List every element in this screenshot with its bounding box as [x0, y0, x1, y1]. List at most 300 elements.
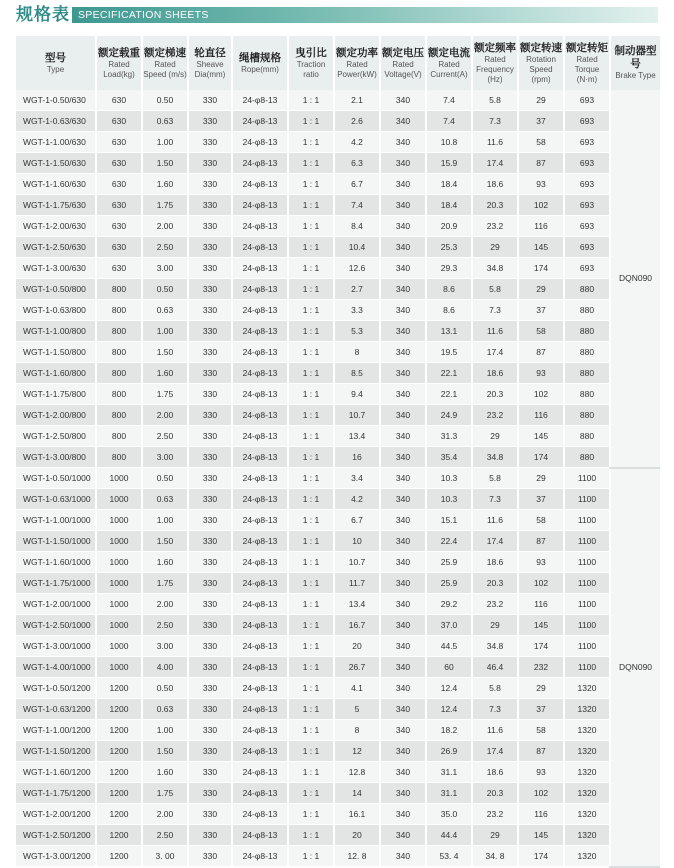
table-cell: 340: [380, 216, 426, 237]
table-row: [16, 111, 660, 132]
table-cell: 24-φ8-13: [232, 132, 288, 153]
table-cell: 330: [188, 132, 232, 153]
table-cell: 330: [188, 153, 232, 174]
table-cell: 330: [188, 510, 232, 531]
table-cell: 340: [380, 657, 426, 678]
table-cell: 330: [188, 804, 232, 825]
table-cell: 330: [188, 531, 232, 552]
table-cell: 880: [564, 426, 610, 447]
table-cell: 0.63: [142, 699, 188, 720]
table-cell: 330: [188, 195, 232, 216]
table-cell: 87: [518, 342, 564, 363]
table-row: [16, 426, 660, 447]
table-cell: 24-φ8-13: [232, 783, 288, 804]
table-cell: 1.00: [142, 510, 188, 531]
table-cell: 1 : 1: [288, 279, 334, 300]
model-type-cell: WGT-1-0.63/630: [16, 111, 96, 132]
model-type-cell: WGT-1-0.50/800: [16, 279, 96, 300]
table-cell: 330: [188, 783, 232, 804]
table-cell: 18.6: [472, 552, 518, 573]
table-cell: 18.6: [472, 363, 518, 384]
table-cell: 24-φ8-13: [232, 615, 288, 636]
page-title: 规格表: [16, 5, 70, 24]
table-row: [16, 195, 660, 216]
table-cell: 11.7: [334, 573, 380, 594]
table-cell: 10.7: [334, 405, 380, 426]
table-cell: 340: [380, 363, 426, 384]
table-cell: 3. 00: [142, 846, 188, 867]
table-cell: 693: [564, 90, 610, 111]
table-cell: 1100: [564, 615, 610, 636]
table-cell: 24-φ8-13: [232, 657, 288, 678]
table-cell: 1100: [564, 594, 610, 615]
table-cell: 60: [426, 657, 472, 678]
table-row: [16, 699, 660, 720]
table-cell: 102: [518, 384, 564, 405]
table-cell: 2.50: [142, 426, 188, 447]
table-cell: 330: [188, 657, 232, 678]
table-cell: 116: [518, 405, 564, 426]
table-cell: 16.7: [334, 615, 380, 636]
table-cell: 4.00: [142, 657, 188, 678]
table-cell: 18.2: [426, 720, 472, 741]
table-cell: 880: [564, 342, 610, 363]
table-cell: 340: [380, 489, 426, 510]
table-cell: 1.50: [142, 342, 188, 363]
table-cell: 8.5: [334, 363, 380, 384]
table-cell: 1100: [564, 489, 610, 510]
column-header-en: Traction ratio: [296, 59, 326, 79]
table-cell: 6.7: [334, 510, 380, 531]
column-header: [16, 36, 96, 90]
table-cell: 93: [518, 363, 564, 384]
table-cell: 630: [96, 258, 142, 279]
table-cell: 8.6: [426, 300, 472, 321]
model-type-cell: WGT-1-0.63/800: [16, 300, 96, 321]
table-cell: 340: [380, 678, 426, 699]
table-cell: 1200: [96, 678, 142, 699]
model-type-cell: WGT-1-1.50/800: [16, 342, 96, 363]
table-cell: 340: [380, 174, 426, 195]
model-type-cell: WGT-1-2.00/1000: [16, 594, 96, 615]
table-cell: 24-φ8-13: [232, 531, 288, 552]
table-cell: 23.2: [472, 804, 518, 825]
table-cell: 24-φ8-13: [232, 489, 288, 510]
column-header-cn: 额定电压: [382, 46, 424, 59]
model-type-cell: WGT-1-3.00/1000: [16, 636, 96, 657]
table-cell: 330: [188, 279, 232, 300]
table-cell: 5.8: [472, 279, 518, 300]
table-cell: 340: [380, 321, 426, 342]
column-header-cn: 额定电流: [428, 46, 470, 59]
page-subtitle: SPECIFICATION SHEETS: [78, 9, 209, 21]
table-cell: 24-φ8-13: [232, 216, 288, 237]
table-cell: 1.00: [142, 321, 188, 342]
table-cell: 330: [188, 321, 232, 342]
table-row: [16, 300, 660, 321]
table-cell: 1 : 1: [288, 111, 334, 132]
table-cell: 330: [188, 678, 232, 699]
model-type-cell: WGT-1-1.00/1000: [16, 510, 96, 531]
table-cell: 630: [96, 216, 142, 237]
table-cell: 18.6: [472, 174, 518, 195]
table-cell: 17.4: [472, 531, 518, 552]
table-cell: 1 : 1: [288, 720, 334, 741]
table-cell: 25.3: [426, 237, 472, 258]
table-cell: 1 : 1: [288, 300, 334, 321]
column-header: [334, 36, 380, 90]
table-cell: 31.3: [426, 426, 472, 447]
table-cell: 7.4: [426, 111, 472, 132]
table-row: [16, 678, 660, 699]
model-type-cell: WGT-1-4.00/1000: [16, 657, 96, 678]
table-cell: 37: [518, 300, 564, 321]
table-cell: 3.3: [334, 300, 380, 321]
table-cell: 800: [96, 405, 142, 426]
table-cell: 102: [518, 573, 564, 594]
page-header: [16, 4, 660, 26]
model-type-cell: WGT-1-1.60/1000: [16, 552, 96, 573]
table-cell: 1200: [96, 741, 142, 762]
table-cell: 1100: [564, 531, 610, 552]
table-cell: 11.6: [472, 321, 518, 342]
table-cell: 17.4: [472, 741, 518, 762]
table-cell: 44.4: [426, 825, 472, 846]
table-cell: 22.1: [426, 363, 472, 384]
table-cell: 24-φ8-13: [232, 195, 288, 216]
table-cell: 1.60: [142, 552, 188, 573]
table-cell: 5.8: [472, 90, 518, 111]
table-cell: 630: [96, 90, 142, 111]
table-cell: 1100: [564, 636, 610, 657]
table-cell: 1 : 1: [288, 636, 334, 657]
table-cell: 880: [564, 300, 610, 321]
table-cell: 34. 8: [472, 846, 518, 867]
table-cell: 1 : 1: [288, 594, 334, 615]
table-row: [16, 279, 660, 300]
table-cell: 0.50: [142, 90, 188, 111]
table-cell: 1 : 1: [288, 552, 334, 573]
table-cell: 12. 8: [334, 846, 380, 867]
table-cell: 174: [518, 636, 564, 657]
table-cell: 340: [380, 195, 426, 216]
column-header: [380, 36, 426, 90]
table-cell: 87: [518, 741, 564, 762]
table-cell: 693: [564, 153, 610, 174]
table-cell: 22.1: [426, 384, 472, 405]
table-row: [16, 237, 660, 258]
model-type-cell: WGT-1-2.50/1000: [16, 615, 96, 636]
column-header-en: Rated Power(kW): [337, 59, 377, 79]
table-cell: 1200: [96, 825, 142, 846]
model-type-cell: WGT-1-1.60/800: [16, 363, 96, 384]
table-cell: 340: [380, 846, 426, 867]
table-cell: 880: [564, 384, 610, 405]
table-row: [16, 657, 660, 678]
table-cell: 693: [564, 258, 610, 279]
table-cell: 340: [380, 90, 426, 111]
table-cell: 25.9: [426, 573, 472, 594]
table-cell: 880: [564, 447, 610, 468]
table-cell: 24-φ8-13: [232, 762, 288, 783]
table-cell: 5.8: [472, 678, 518, 699]
column-header-cn: 曳引比: [295, 46, 327, 59]
table-cell: 1200: [96, 762, 142, 783]
table-cell: 1000: [96, 552, 142, 573]
table-cell: 330: [188, 111, 232, 132]
table-cell: 330: [188, 489, 232, 510]
column-header-cn: 额定功率: [336, 46, 378, 59]
table-cell: 31.1: [426, 762, 472, 783]
table-cell: 1200: [96, 783, 142, 804]
table-cell: 93: [518, 174, 564, 195]
table-cell: 1100: [564, 552, 610, 573]
table-cell: 340: [380, 132, 426, 153]
column-header-en: Sheave Dia(mm): [194, 59, 226, 79]
table-cell: 693: [564, 237, 610, 258]
table-cell: 1 : 1: [288, 468, 334, 489]
table-cell: 330: [188, 237, 232, 258]
table-cell: 2.50: [142, 237, 188, 258]
table-cell: 6.3: [334, 153, 380, 174]
table-cell: 37: [518, 111, 564, 132]
table-cell: 330: [188, 405, 232, 426]
table-cell: 24-φ8-13: [232, 720, 288, 741]
table-cell: 1 : 1: [288, 237, 334, 258]
table-cell: 800: [96, 342, 142, 363]
table-cell: 8.6: [426, 279, 472, 300]
title-banner: [72, 7, 658, 23]
model-type-cell: WGT-1-1.50/1000: [16, 531, 96, 552]
spec-table: [16, 36, 660, 868]
table-row: [16, 762, 660, 783]
table-cell: 800: [96, 279, 142, 300]
table-cell: 1.00: [142, 132, 188, 153]
table-cell: 24-φ8-13: [232, 468, 288, 489]
table-cell: 4.1: [334, 678, 380, 699]
table-cell: 20.9: [426, 216, 472, 237]
table-cell: 1000: [96, 636, 142, 657]
table-cell: 1 : 1: [288, 258, 334, 279]
table-row: [16, 552, 660, 573]
table-cell: 340: [380, 153, 426, 174]
table-row: [16, 615, 660, 636]
column-header-en: Type: [46, 64, 65, 74]
table-row: [16, 342, 660, 363]
table-body: [16, 90, 660, 867]
table-cell: 24-φ8-13: [232, 90, 288, 111]
table-cell: 693: [564, 132, 610, 153]
table-cell: 1.50: [142, 153, 188, 174]
table-cell: 10.3: [426, 489, 472, 510]
table-cell: 20: [334, 825, 380, 846]
table-cell: 1 : 1: [288, 804, 334, 825]
table-cell: 1 : 1: [288, 657, 334, 678]
table-cell: 630: [96, 237, 142, 258]
table-cell: 17.4: [472, 153, 518, 174]
table-cell: 340: [380, 825, 426, 846]
model-type-cell: WGT-1-1.50/1200: [16, 741, 96, 762]
table-cell: 1100: [564, 468, 610, 489]
table-cell: 20.3: [472, 783, 518, 804]
table-cell: 330: [188, 720, 232, 741]
table-cell: 24-φ8-13: [232, 552, 288, 573]
table-cell: 7.3: [472, 699, 518, 720]
table-cell: 330: [188, 216, 232, 237]
table-row: [16, 405, 660, 426]
table-cell: 7.3: [472, 300, 518, 321]
column-header: [518, 36, 564, 90]
table-cell: 1100: [564, 510, 610, 531]
column-header-en: Rated Load(kg): [103, 59, 135, 79]
model-type-cell: WGT-1-1.75/800: [16, 384, 96, 405]
table-cell: 37: [518, 699, 564, 720]
table-cell: 11.6: [472, 720, 518, 741]
table-cell: 24-φ8-13: [232, 363, 288, 384]
table-cell: 102: [518, 195, 564, 216]
table-cell: 24-φ8-13: [232, 741, 288, 762]
model-type-cell: WGT-1-2.50/1200: [16, 825, 96, 846]
table-cell: 630: [96, 153, 142, 174]
table-cell: 35.4: [426, 447, 472, 468]
table-cell: 1.75: [142, 573, 188, 594]
table-cell: 174: [518, 846, 564, 867]
table-cell: 330: [188, 384, 232, 405]
table-row: [16, 489, 660, 510]
table-cell: 800: [96, 363, 142, 384]
table-cell: 8: [334, 720, 380, 741]
table-cell: 340: [380, 615, 426, 636]
table-cell: 1 : 1: [288, 510, 334, 531]
model-type-cell: WGT-1-1.60/630: [16, 174, 96, 195]
table-cell: 24-φ8-13: [232, 237, 288, 258]
table-cell: 340: [380, 552, 426, 573]
table-cell: 693: [564, 216, 610, 237]
table-row: [16, 132, 660, 153]
table-cell: 24-φ8-13: [232, 111, 288, 132]
table-row: [16, 573, 660, 594]
table-cell: 24-φ8-13: [232, 699, 288, 720]
table-row: [16, 258, 660, 279]
column-header: [142, 36, 188, 90]
table-cell: 330: [188, 825, 232, 846]
table-cell: 340: [380, 405, 426, 426]
table-cell: 29: [472, 825, 518, 846]
model-type-cell: WGT-1-2.00/1200: [16, 804, 96, 825]
table-cell: 1320: [564, 804, 610, 825]
table-cell: 34.8: [472, 258, 518, 279]
table-cell: 29: [518, 279, 564, 300]
column-header-cn: 型号: [45, 51, 66, 64]
table-cell: 29: [518, 90, 564, 111]
table-cell: 24-φ8-13: [232, 426, 288, 447]
table-cell: 1 : 1: [288, 489, 334, 510]
table-cell: 340: [380, 384, 426, 405]
table-row: [16, 153, 660, 174]
table-cell: 1 : 1: [288, 342, 334, 363]
table-cell: 8: [334, 342, 380, 363]
table-cell: 12.4: [426, 678, 472, 699]
table-cell: 1100: [564, 573, 610, 594]
column-header: [426, 36, 472, 90]
table-cell: 330: [188, 90, 232, 111]
table-cell: 0.63: [142, 111, 188, 132]
table-cell: 18.4: [426, 174, 472, 195]
table-cell: 3.00: [142, 447, 188, 468]
table-cell: 0.63: [142, 300, 188, 321]
table-cell: 330: [188, 258, 232, 279]
table-cell: 12.6: [334, 258, 380, 279]
table-cell: 1320: [564, 762, 610, 783]
table-cell: 330: [188, 762, 232, 783]
table-cell: 23.2: [472, 405, 518, 426]
table-cell: 0.50: [142, 678, 188, 699]
table-cell: 2.00: [142, 804, 188, 825]
table-cell: 87: [518, 531, 564, 552]
column-header-cn: 额定转矩: [566, 41, 608, 54]
table-row: [16, 741, 660, 762]
table-cell: 37.0: [426, 615, 472, 636]
table-cell: 330: [188, 615, 232, 636]
table-cell: 15.1: [426, 510, 472, 531]
model-type-cell: WGT-1-1.00/630: [16, 132, 96, 153]
model-type-cell: WGT-1-1.60/1200: [16, 762, 96, 783]
table-cell: 340: [380, 342, 426, 363]
table-cell: 2.7: [334, 279, 380, 300]
model-type-cell: WGT-1-3.00/630: [16, 258, 96, 279]
table-cell: 24-φ8-13: [232, 678, 288, 699]
table-cell: 1 : 1: [288, 573, 334, 594]
table-cell: 1.60: [142, 762, 188, 783]
table-cell: 330: [188, 174, 232, 195]
table-cell: 53. 4: [426, 846, 472, 867]
table-cell: 17.4: [472, 342, 518, 363]
table-row: [16, 447, 660, 468]
table-cell: 24-φ8-13: [232, 258, 288, 279]
table-cell: 1000: [96, 573, 142, 594]
column-header-en: Rotation Speed (rpm): [526, 54, 556, 84]
table-cell: 1 : 1: [288, 615, 334, 636]
column-header-cn: 额定转速: [520, 41, 562, 54]
table-cell: 340: [380, 636, 426, 657]
table-cell: 4.2: [334, 489, 380, 510]
table-cell: 116: [518, 804, 564, 825]
table-cell: 58: [518, 321, 564, 342]
model-type-cell: WGT-1-3.00/800: [16, 447, 96, 468]
table-cell: 2.00: [142, 594, 188, 615]
column-header: [232, 36, 288, 90]
table-cell: 1 : 1: [288, 174, 334, 195]
model-type-cell: WGT-1-2.00/630: [16, 216, 96, 237]
table-cell: 13.4: [334, 426, 380, 447]
table-cell: 1 : 1: [288, 426, 334, 447]
table-cell: 24-φ8-13: [232, 321, 288, 342]
table-cell: 7.3: [472, 489, 518, 510]
table-cell: 0.50: [142, 468, 188, 489]
table-cell: 34.8: [472, 447, 518, 468]
column-header-en: Rated Voltage(V): [384, 59, 422, 79]
column-header-en: Brake Type: [615, 71, 656, 80]
table-cell: 330: [188, 300, 232, 321]
column-header-cn: 制动器型号: [614, 45, 657, 70]
table-cell: 58: [518, 720, 564, 741]
table-cell: 1 : 1: [288, 153, 334, 174]
table-cell: 232: [518, 657, 564, 678]
table-cell: 1 : 1: [288, 699, 334, 720]
table-cell: 800: [96, 426, 142, 447]
table-cell: 1 : 1: [288, 321, 334, 342]
table-cell: 26.7: [334, 657, 380, 678]
